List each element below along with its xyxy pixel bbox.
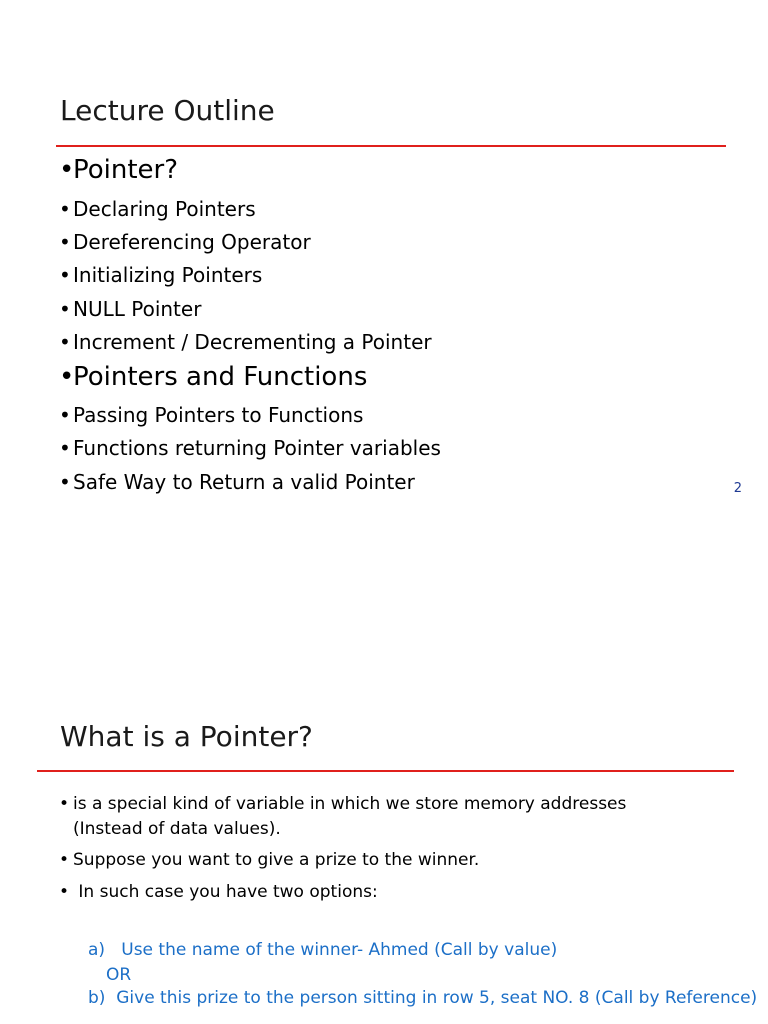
option-b: b) Give this prize to the person sitting in row 5, seat NO. 8 (Call by Reference) — [88, 988, 758, 1008]
bullet-options: • In such case you have two options: — [73, 880, 378, 905]
bullet-text: is a special kind of variable in which we store memory addresses — [73, 794, 627, 814]
outline-item: • Declaring Pointers — [73, 197, 256, 221]
outline-item: • Increment / Decrementing a Pointer — [73, 330, 432, 354]
outline-item: • Passing Pointers to Functions — [73, 403, 363, 427]
outline-item: • Initializing Pointers — [73, 263, 262, 287]
page-number: 2 — [733, 481, 742, 496]
outline-item: • Dereferencing Operator — [73, 230, 311, 254]
bullet-prize: • Suppose you want to give a prize to the winner. — [73, 848, 479, 873]
bullet-definition — [73, 792, 626, 842]
option-or: OR — [106, 965, 132, 985]
outline-item: • Pointer? — [73, 155, 178, 185]
option-a: a) Use the name of the winner- Ahmed (Call by value) — [88, 940, 558, 960]
slide-what-is-a-pointer — [0, 512, 768, 1024]
outline-item: • Functions returning Pointer variables — [73, 436, 441, 460]
slide-title: Lecture Outline — [60, 94, 275, 127]
title-divider — [56, 145, 726, 147]
bullet-text-continuation: (Instead of data values). — [73, 819, 281, 839]
slide-title: What is a Pointer? — [60, 720, 313, 753]
outline-item: • NULL Pointer — [73, 297, 201, 321]
outline-item: • Safe Way to Return a valid Pointer — [73, 470, 415, 494]
title-divider — [37, 770, 734, 772]
outline-item: • Pointers and Functions — [73, 362, 367, 392]
